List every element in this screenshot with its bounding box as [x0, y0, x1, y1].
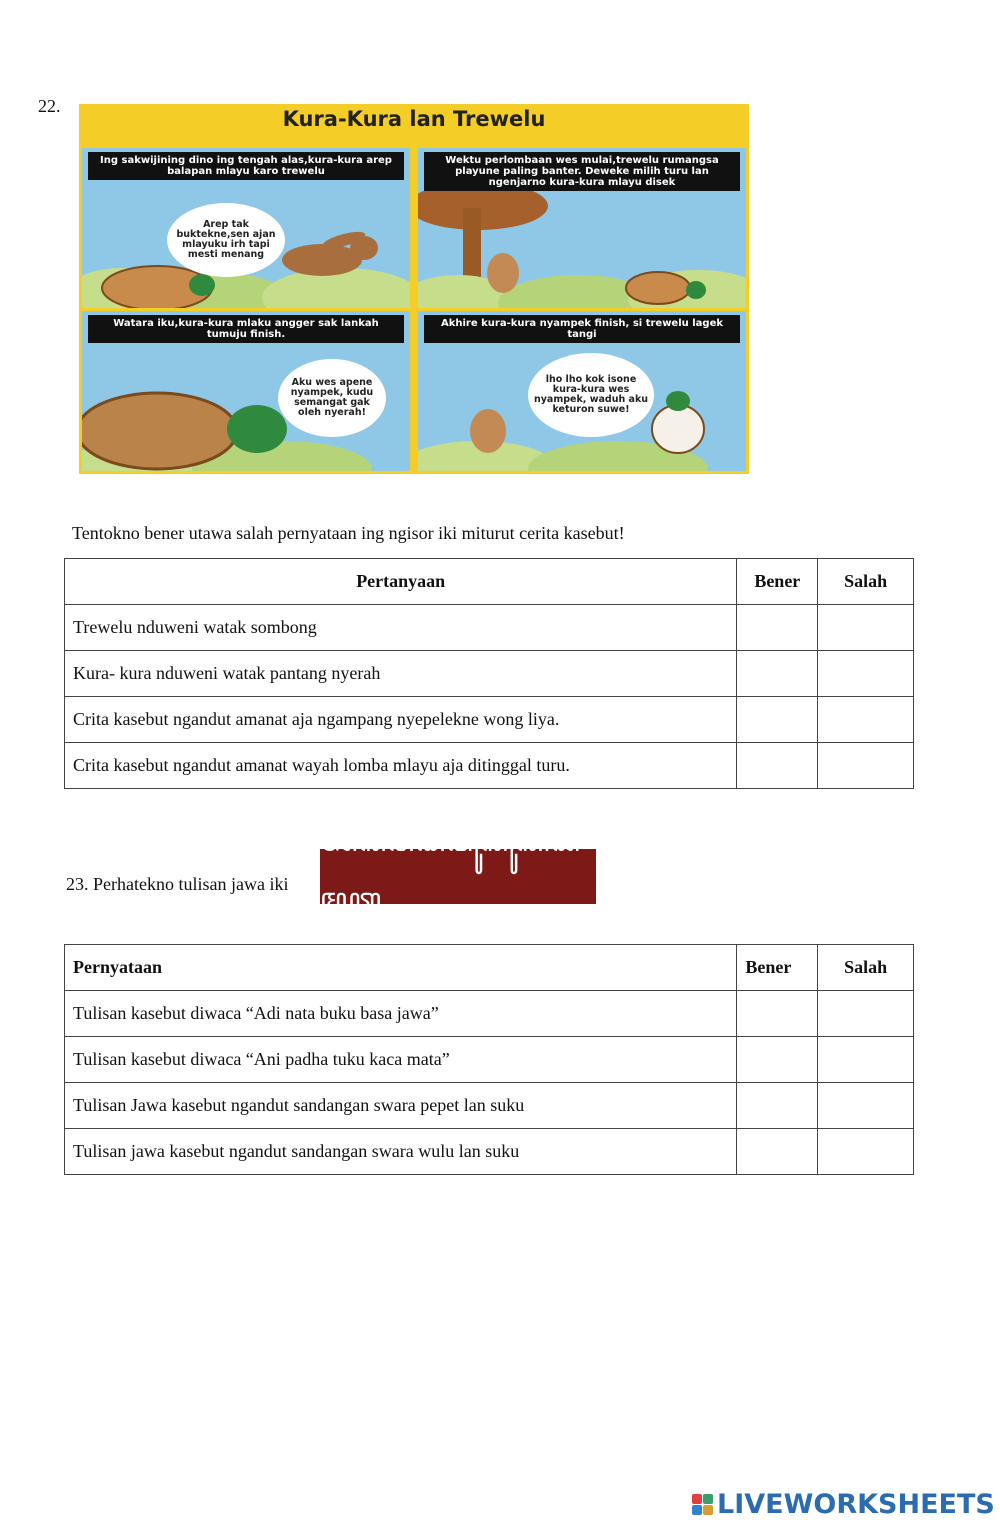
salah-answer-cell[interactable] [818, 1037, 914, 1083]
statement-cell: Crita kasebut ngandut amanat aja ngampang nyepelekne wong liya. [65, 697, 737, 743]
statement-cell: Tulisan Jawa kasebut ngandut sandangan swara pepet lan suku [65, 1083, 737, 1129]
header-bener: Bener [737, 945, 818, 991]
comic-title: Kura-Kura lan Trewelu [282, 107, 546, 131]
bener-answer-cell[interactable] [737, 991, 818, 1037]
statement-cell: Trewelu nduweni watak sombong [65, 605, 737, 651]
header-salah: Salah [818, 559, 914, 605]
question-23-prompt: 23. Perhatekno tulisan jawa iki [66, 874, 289, 894]
salah-answer-cell[interactable] [818, 651, 914, 697]
statement-cell: Kura- kura nduweni watak pantang nyerah [65, 651, 737, 697]
header-bener: Bener [737, 559, 818, 605]
table-header-row [65, 945, 914, 991]
comic-panel-1 [82, 148, 410, 308]
bener-answer-cell[interactable] [737, 743, 818, 789]
bener-answer-cell[interactable] [737, 605, 818, 651]
comic-image [79, 104, 749, 474]
salah-answer-cell[interactable] [818, 1083, 914, 1129]
table-row [65, 605, 914, 651]
liveworksheets-icon [692, 1494, 713, 1515]
table-row [65, 1037, 914, 1083]
question-22-number: 22. [38, 96, 61, 116]
salah-answer-cell[interactable] [818, 605, 914, 651]
question-22-instruction: Tentokno bener utawa salah pernyataan ing ngisor iki miturut cerita kasebut! [72, 523, 625, 543]
javanese-script-image: ꦄꦤꦶꦥꦝꦠꦸꦏꦸꦏꦕꦩꦠ [320, 849, 596, 904]
bener-answer-cell[interactable] [737, 1129, 818, 1175]
table-row [65, 1083, 914, 1129]
comic-panel-2 [418, 148, 746, 308]
bener-answer-cell[interactable] [737, 1083, 818, 1129]
liveworksheets-logo[interactable] [692, 1489, 995, 1520]
panel-1-speech-bubble: Arep tak buktekne,sen ajan mlayuku irh tapi mesti menang [167, 203, 285, 277]
panel-4-speech-bubble: lho lho kok isone kura-kura wes nyampek, waduh aku keturon suwe! [528, 353, 654, 437]
bener-answer-cell[interactable] [737, 697, 818, 743]
panel-4-caption: Akhire kura-kura nyampek finish, si trewelu lagek tangi [424, 315, 740, 343]
header-pertanyaan: Pertanyaan [65, 559, 737, 605]
table-row [65, 991, 914, 1037]
header-pernyataan: Pernyataan [65, 945, 737, 991]
salah-answer-cell[interactable] [818, 1129, 914, 1175]
bener-answer-cell[interactable] [737, 1037, 818, 1083]
table-row [65, 743, 914, 789]
panel-2-caption: Wektu perlombaan wes mulai,trewelu rumangsa playune paling banter. Deweke milih turu lan ngenjarno kura-kura mlayu disek [424, 152, 740, 191]
statement-cell: Tulisan kasebut diwaca “Adi nata buku basa jawa” [65, 991, 737, 1037]
statement-cell: Crita kasebut ngandut amanat wayah lomba mlayu aja ditinggal turu. [65, 743, 737, 789]
table-row [65, 651, 914, 697]
salah-answer-cell[interactable] [818, 743, 914, 789]
salah-answer-cell[interactable] [818, 991, 914, 1037]
statement-cell: Tulisan kasebut diwaca “Ani padha tuku kaca mata” [65, 1037, 737, 1083]
brand-name: LIVEWORKSHEETS [717, 1489, 995, 1520]
table-row [65, 697, 914, 743]
question-23-table [64, 944, 914, 1175]
panel-1-caption: Ing sakwijining dino ing tengah alas,kura-kura arep balapan mlayu karo trewelu [88, 152, 404, 180]
table-header-row [65, 559, 914, 605]
bener-answer-cell[interactable] [737, 651, 818, 697]
statement-cell: Tulisan jawa kasebut ngandut sandangan swara wulu lan suku [65, 1129, 737, 1175]
question-22-table [64, 558, 914, 789]
panel-3-caption: Watara iku,kura-kura mlaku angger sak lankah tumuju finish. [88, 315, 404, 343]
comic-panel-4 [418, 311, 746, 471]
panel-3-speech-bubble: Aku wes apene nyampek, kudu semangat gak oleh nyerah! [278, 359, 386, 437]
table-row [65, 1129, 914, 1175]
comic-panel-3 [82, 311, 410, 471]
header-salah: Salah [818, 945, 914, 991]
salah-answer-cell[interactable] [818, 697, 914, 743]
